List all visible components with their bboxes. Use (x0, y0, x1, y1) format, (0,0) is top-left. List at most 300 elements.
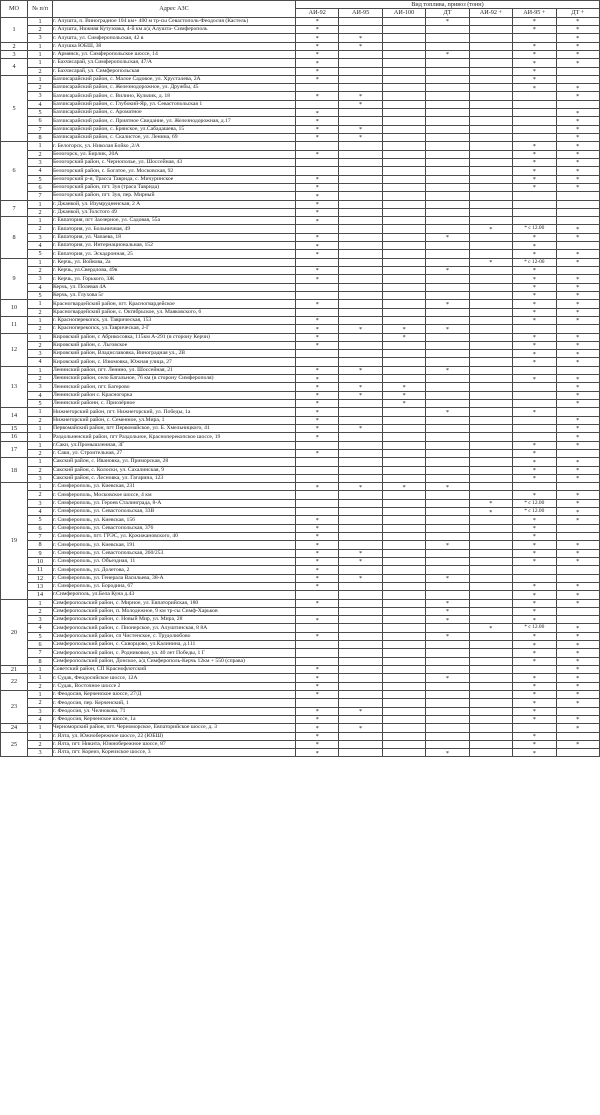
cell-fuel-ai95-plus (513, 566, 556, 574)
cell-address: г. Судак, Феодосийское шоссе, 12А (53, 674, 296, 682)
cell-fuel-ai95 (339, 50, 382, 58)
cell-number: 1 (28, 483, 53, 491)
cell-number: 4 (28, 167, 53, 175)
table-row (1, 732, 600, 740)
cell-address: г. Алушта, ул. Симферопольская, 42 в (53, 34, 296, 42)
cell-fuel-ai95 (339, 582, 382, 590)
cell-fuel-ai100 (382, 574, 425, 582)
cell-fuel-dt-plus: * (556, 724, 599, 732)
cell-fuel-dt-plus (556, 408, 599, 416)
cell-fuel-ai92-plus (469, 142, 512, 150)
cell-fuel-ai95 (339, 258, 382, 266)
cell-fuel-dt-plus (556, 749, 599, 757)
cell-fuel-ai100 (382, 192, 425, 200)
cell-fuel-dt-plus: * (556, 715, 599, 723)
cell-fuel-dt-plus: * (556, 433, 599, 441)
cell-fuel-ai95-plus: * (513, 350, 556, 358)
cell-fuel-dt-plus: * (556, 466, 599, 474)
cell-fuel-ai92-plus (469, 233, 512, 241)
cell-fuel-ai92: * (296, 366, 339, 374)
cell-fuel-dt-plus: * (556, 142, 599, 150)
cell-mo: 19 (1, 483, 28, 599)
cell-fuel-ai92: * (296, 333, 339, 341)
cell-fuel-ai92-plus (469, 175, 512, 183)
cell-address: Сакский район, с. Лесновка, ул. Гагарина, 123 (53, 474, 296, 482)
cell-mo: 20 (1, 599, 28, 666)
cell-address: г. Алушта, п. Виноградное 104 км+ 400 м тр-сы Севастополь-Феодосия (Кастель) (53, 17, 296, 25)
cell-number: 5 (28, 109, 53, 117)
cell-number: 14 (28, 591, 53, 599)
header-mo: МО (1, 1, 28, 18)
cell-fuel-ai92: * (296, 92, 339, 100)
cell-fuel-dt (426, 59, 469, 67)
cell-fuel-ai92 (296, 466, 339, 474)
cell-address: Красногвардейский район, пгт. Красногвардейское (53, 300, 296, 308)
cell-fuel-ai92-plus (469, 574, 512, 582)
cell-fuel-ai92-plus (469, 641, 512, 649)
cell-fuel-ai92: * (296, 134, 339, 142)
cell-fuel-dt (426, 582, 469, 590)
cell-number: 5 (28, 632, 53, 640)
cell-number: 3 (28, 158, 53, 166)
cell-number: 5 (28, 400, 53, 408)
cell-fuel-dt (426, 67, 469, 75)
header-fuel-group: Вид топлива, привоз (тонн) (296, 1, 600, 9)
cell-number: 1 (28, 599, 53, 607)
table-row (1, 682, 600, 690)
cell-number: 1 (28, 724, 53, 732)
cell-fuel-ai95: * (339, 574, 382, 582)
cell-fuel-ai92-plus (469, 375, 512, 383)
cell-fuel-ai92-plus (469, 125, 512, 133)
cell-fuel-ai92-plus (469, 150, 512, 158)
cell-fuel-ai92-plus (469, 732, 512, 740)
table-row (1, 34, 600, 42)
cell-fuel-ai95-plus (513, 433, 556, 441)
cell-fuel-ai95-plus: * (513, 233, 556, 241)
cell-fuel-ai95 (339, 474, 382, 482)
cell-fuel-ai92 (296, 84, 339, 92)
cell-fuel-ai100 (382, 125, 425, 133)
cell-fuel-dt-plus: * (556, 283, 599, 291)
cell-fuel-ai95-plus: * (513, 682, 556, 690)
table-row (1, 84, 600, 92)
table-row (1, 549, 600, 557)
cell-fuel-ai92: * (296, 707, 339, 715)
cell-address: Первомайский район, пгт Первомайское, ул. Б. Хмельницкого, 41 (53, 424, 296, 432)
cell-fuel-dt-plus: * (556, 682, 599, 690)
cell-number: 3 (28, 616, 53, 624)
table-row (1, 283, 600, 291)
cell-number: 3 (28, 275, 53, 283)
cell-number: 1 (28, 458, 53, 466)
cell-fuel-ai95-plus: * (513, 449, 556, 457)
cell-fuel-ai92 (296, 358, 339, 366)
cell-fuel-ai95-plus: * (513, 167, 556, 175)
cell-fuel-ai95 (339, 283, 382, 291)
cell-address: Раздольненский район, пгт Раздольное, Красноперекопское шоссе, 19 (53, 433, 296, 441)
cell-fuel-dt-plus: * (556, 250, 599, 258)
cell-fuel-ai100 (382, 624, 425, 632)
cell-fuel-dt: * (426, 599, 469, 607)
table-row (1, 433, 600, 441)
cell-fuel-ai95: * (339, 92, 382, 100)
cell-fuel-ai100 (382, 508, 425, 516)
cell-fuel-ai92: * (296, 233, 339, 241)
cell-number: 2 (28, 267, 53, 275)
cell-number: 6 (28, 641, 53, 649)
cell-fuel-ai95-plus (513, 109, 556, 117)
cell-fuel-dt-plus: * (556, 375, 599, 383)
cell-number: 1 (28, 674, 53, 682)
cell-number: 2 (28, 84, 53, 92)
cell-number: 4 (28, 391, 53, 399)
cell-address: Симферопольский район, Донское, а/д Симферополь-Керчь 12км + 550 (справа) (53, 657, 296, 665)
cell-fuel-ai92: * (296, 749, 339, 757)
cell-fuel-dt-plus: * (556, 441, 599, 449)
cell-fuel-dt-plus: * (556, 300, 599, 308)
table-row (1, 50, 600, 58)
table-row (1, 200, 600, 208)
cell-fuel-ai95-plus: * (513, 607, 556, 615)
cell-fuel-ai95 (339, 150, 382, 158)
cell-number: 1 (28, 75, 53, 83)
table-row (1, 599, 600, 607)
cell-fuel-ai100 (382, 674, 425, 682)
cell-mo: 5 (1, 75, 28, 142)
cell-address: г. Армянск, ул. Симферопольское шоссе, 14 (53, 50, 296, 58)
cell-fuel-ai95-plus (513, 125, 556, 133)
cell-fuel-ai95-plus: * (513, 341, 556, 349)
cell-fuel-ai95-plus: * (513, 616, 556, 624)
cell-fuel-dt (426, 549, 469, 557)
cell-fuel-dt-plus: * (556, 117, 599, 125)
cell-fuel-ai92: * (296, 242, 339, 250)
cell-fuel-ai95-plus: * (513, 308, 556, 316)
table-row (1, 167, 600, 175)
cell-fuel-dt-plus: * (556, 233, 599, 241)
cell-fuel-dt-plus: * (556, 674, 599, 682)
cell-fuel-ai92-plus (469, 134, 512, 142)
table-row (1, 17, 600, 25)
cell-fuel-ai95-plus (513, 666, 556, 674)
cell-fuel-dt (426, 391, 469, 399)
cell-fuel-ai92-plus (469, 740, 512, 748)
cell-number: 8 (28, 657, 53, 665)
cell-fuel-ai95: * (339, 34, 382, 42)
cell-fuel-ai92-plus (469, 383, 512, 391)
cell-address: Нижнегорский район, с. Семенное, ул.Мира, 1 (53, 416, 296, 424)
cell-fuel-ai95-plus: * (513, 557, 556, 565)
cell-fuel-ai100 (382, 25, 425, 33)
cell-fuel-ai92-plus (469, 117, 512, 125)
cell-fuel-ai92: * (296, 267, 339, 275)
cell-address: г. Джанкой, ул. Изумрудненская, 2 А (53, 200, 296, 208)
cell-address: г. Красноперекопск, ул. Таврическая, 153 (53, 316, 296, 324)
cell-fuel-ai92: * (296, 42, 339, 50)
cell-fuel-ai95 (339, 400, 382, 408)
cell-fuel-ai92-plus: * (469, 508, 512, 516)
cell-fuel-ai92: * (296, 250, 339, 258)
cell-number: 4 (28, 100, 53, 108)
cell-fuel-dt-plus: * (556, 150, 599, 158)
cell-fuel-dt-plus (556, 208, 599, 216)
cell-fuel-ai95 (339, 183, 382, 191)
cell-fuel-dt-plus: * (556, 42, 599, 50)
cell-fuel-ai92-plus (469, 84, 512, 92)
cell-fuel-ai95-plus: * (513, 75, 556, 83)
cell-fuel-ai100 (382, 291, 425, 299)
cell-address: Симферопольский район, с. Пионерское, ул. Алуштинская, 8 8А (53, 624, 296, 632)
cell-fuel-ai100: * (382, 391, 425, 399)
cell-fuel-ai92: * (296, 375, 339, 383)
cell-fuel-ai95 (339, 657, 382, 665)
cell-fuel-dt-plus: * (556, 291, 599, 299)
cell-fuel-dt-plus (556, 566, 599, 574)
cell-address: Бахчисарайский район, с. Глубокий-Яр, ул. Севастопольская 1 (53, 100, 296, 108)
cell-number: 2 (28, 466, 53, 474)
cell-fuel-ai95-plus (513, 34, 556, 42)
cell-number: 11 (28, 566, 53, 574)
cell-number: 8 (28, 134, 53, 142)
cell-number: 2 (28, 67, 53, 75)
cell-address: г. Судак, Восточное шоссе 2 (53, 682, 296, 690)
cell-fuel-dt-plus (556, 325, 599, 333)
cell-fuel-dt-plus: * (556, 458, 599, 466)
cell-fuel-ai95 (339, 225, 382, 233)
cell-fuel-ai95 (339, 491, 382, 499)
cell-number: 4 (28, 715, 53, 723)
cell-fuel-ai95 (339, 607, 382, 615)
cell-fuel-ai100 (382, 267, 425, 275)
cell-fuel-dt (426, 275, 469, 283)
cell-address: Кировский район, Владиславовка, Виноградная ул., 2В (53, 350, 296, 358)
table-row (1, 541, 600, 549)
cell-fuel-ai100 (382, 416, 425, 424)
cell-address: г. Симферополь, пгт. ГРЭС, ул. Кржижановского, 40 (53, 533, 296, 541)
cell-fuel-dt: * (426, 632, 469, 640)
cell-fuel-ai95 (339, 75, 382, 83)
cell-address: Белогорский район, пгт. Зуя (траса Таврида) (53, 183, 296, 191)
cell-fuel-ai100 (382, 300, 425, 308)
cell-fuel-ai92-plus (469, 649, 512, 657)
cell-fuel-ai92-plus (469, 333, 512, 341)
cell-fuel-ai95 (339, 67, 382, 75)
cell-fuel-ai95-plus (513, 325, 556, 333)
cell-number: 3 (28, 92, 53, 100)
cell-fuel-ai100 (382, 641, 425, 649)
cell-fuel-ai92-plus (469, 325, 512, 333)
cell-fuel-ai100 (382, 499, 425, 507)
cell-fuel-ai95: * (339, 100, 382, 108)
cell-mo: 1 (1, 17, 28, 42)
cell-number: 1 (28, 441, 53, 449)
cell-address: г. Алушта, Нижняя Кутузовка, 4-й км а/д Алушта- Симферополь (53, 25, 296, 33)
cell-address: Керчь, ул. Глухова 5г (53, 291, 296, 299)
cell-fuel-ai100 (382, 616, 425, 624)
cell-fuel-dt (426, 649, 469, 657)
cell-fuel-dt-plus: * (556, 175, 599, 183)
cell-fuel-ai92-plus (469, 242, 512, 250)
cell-fuel-ai92 (296, 291, 339, 299)
header-address: Адрес АЗС (53, 1, 296, 18)
cell-fuel-ai95-plus: * с 12-00 (513, 258, 556, 266)
table-row (1, 749, 600, 757)
cell-fuel-dt-plus: * (556, 582, 599, 590)
cell-address: г. Евпатория, ул. Больничная, 49 (53, 225, 296, 233)
cell-fuel-ai95 (339, 666, 382, 674)
table-row (1, 225, 600, 233)
cell-fuel-ai95 (339, 142, 382, 150)
cell-fuel-ai92-plus (469, 682, 512, 690)
cell-fuel-ai92-plus (469, 158, 512, 166)
cell-number: 2 (28, 341, 53, 349)
table-row (1, 267, 600, 275)
cell-address: Ленинский районн, с. Приозёрное (53, 400, 296, 408)
cell-number: 3 (28, 707, 53, 715)
cell-fuel-dt (426, 208, 469, 216)
cell-address: Бахчисарайский район, с. Вилино, Кульчик, д. 18 (53, 92, 296, 100)
cell-fuel-ai92: * (296, 125, 339, 133)
cell-fuel-ai92: * (296, 740, 339, 748)
table-row (1, 25, 600, 33)
cell-fuel-ai92-plus (469, 533, 512, 541)
cell-fuel-dt-plus (556, 732, 599, 740)
cell-fuel-dt (426, 508, 469, 516)
cell-fuel-ai92-plus (469, 50, 512, 58)
cell-fuel-ai100 (382, 524, 425, 532)
cell-fuel-ai95 (339, 408, 382, 416)
cell-address: Сакский район, с. Колоски, ул. Сахалинская, 9 (53, 466, 296, 474)
cell-fuel-ai92: * (296, 316, 339, 324)
cell-fuel-ai95-plus (513, 208, 556, 216)
cell-fuel-ai92: * (296, 325, 339, 333)
cell-fuel-ai100 (382, 549, 425, 557)
cell-fuel-dt (426, 109, 469, 117)
cell-fuel-ai92 (296, 699, 339, 707)
cell-fuel-dt-plus: * (556, 134, 599, 142)
table-row (1, 466, 600, 474)
cell-number: 2 (28, 740, 53, 748)
cell-address: Красногвардейский район, с. Октябрьское, ул. Маяковского, 6 (53, 308, 296, 316)
cell-number: 7 (28, 192, 53, 200)
cell-fuel-ai92 (296, 491, 339, 499)
cell-fuel-ai100 (382, 67, 425, 75)
cell-address: г. Евпатория, ул. Интернациональная, 152 (53, 242, 296, 250)
cell-fuel-ai92: * (296, 516, 339, 524)
cell-fuel-ai95: * (339, 724, 382, 732)
table-row (1, 67, 600, 75)
cell-mo: 15 (1, 424, 28, 432)
cell-fuel-ai92-plus (469, 607, 512, 615)
cell-fuel-ai95-plus: * (513, 524, 556, 532)
cell-fuel-ai92: * (296, 715, 339, 723)
cell-fuel-ai95-plus: * (513, 474, 556, 482)
cell-fuel-ai92-plus (469, 516, 512, 524)
cell-address: г. Симферополь, ул. Киевская, 231 (53, 483, 296, 491)
cell-fuel-ai95-plus: * (513, 541, 556, 549)
cell-fuel-ai92-plus: * (469, 499, 512, 507)
cell-fuel-ai95: * (339, 707, 382, 715)
cell-fuel-ai95: * (339, 424, 382, 432)
cell-number: 3 (28, 233, 53, 241)
table-row (1, 666, 600, 674)
cell-fuel-ai100 (382, 217, 425, 225)
cell-fuel-dt-plus: * (556, 183, 599, 191)
cell-fuel-ai95-plus: * (513, 50, 556, 58)
cell-fuel-ai100 (382, 424, 425, 432)
cell-fuel-ai95 (339, 250, 382, 258)
table-row (1, 75, 600, 83)
cell-fuel-ai92: * (296, 383, 339, 391)
cell-address: г. Ялта, пгт. Никита, Южнобережное шоссе, 87 (53, 740, 296, 748)
cell-fuel-dt (426, 499, 469, 507)
cell-fuel-ai100 (382, 533, 425, 541)
cell-address: г. Симферополь, ул. Севастопольская, 33В (53, 508, 296, 516)
cell-fuel-ai95 (339, 375, 382, 383)
table-row (1, 208, 600, 216)
cell-fuel-dt-plus: * (556, 541, 599, 549)
cell-fuel-dt-plus: * (556, 400, 599, 408)
cell-fuel-ai100 (382, 749, 425, 757)
cell-fuel-ai92 (296, 258, 339, 266)
cell-address: г. Симферополь, ул. Бородина, 67 (53, 582, 296, 590)
cell-address: г. Симферополь, ул. Киевская, 156 (53, 516, 296, 524)
table-row (1, 715, 600, 723)
cell-fuel-ai92 (296, 591, 339, 599)
cell-fuel-dt-plus (556, 574, 599, 582)
cell-fuel-ai95 (339, 416, 382, 424)
cell-fuel-ai92-plus (469, 699, 512, 707)
cell-fuel-ai95: * (339, 125, 382, 133)
cell-address: г. Бахчисарай, ул. Симферопольская (53, 67, 296, 75)
cell-fuel-ai100: * (382, 325, 425, 333)
cell-fuel-ai95 (339, 499, 382, 507)
cell-fuel-dt-plus (556, 483, 599, 491)
cell-fuel-ai95 (339, 524, 382, 532)
cell-fuel-ai92 (296, 441, 339, 449)
table-row (1, 358, 600, 366)
cell-fuel-ai92-plus (469, 308, 512, 316)
cell-fuel-dt-plus (556, 524, 599, 532)
cell-fuel-ai100 (382, 657, 425, 665)
header-fuel-ai100: АИ-100 (382, 9, 425, 17)
cell-number: 6 (28, 117, 53, 125)
cell-fuel-ai92-plus (469, 566, 512, 574)
cell-fuel-dt (426, 416, 469, 424)
table-row (1, 192, 600, 200)
table-row (1, 582, 600, 590)
cell-fuel-ai95-plus (513, 416, 556, 424)
cell-fuel-ai92-plus (469, 217, 512, 225)
cell-fuel-ai95-plus: * (513, 458, 556, 466)
cell-fuel-ai95-plus: * (513, 599, 556, 607)
cell-number: 2 (28, 150, 53, 158)
cell-fuel-ai95-plus: * (513, 690, 556, 698)
cell-fuel-ai92 (296, 508, 339, 516)
cell-fuel-ai95: * (339, 391, 382, 399)
cell-fuel-dt (426, 42, 469, 50)
cell-fuel-ai92-plus (469, 100, 512, 108)
cell-fuel-ai92: * (296, 424, 339, 432)
cell-fuel-ai100 (382, 682, 425, 690)
cell-fuel-ai95-plus: * (513, 183, 556, 191)
cell-fuel-dt-plus: * (556, 416, 599, 424)
cell-fuel-ai92-plus (469, 183, 512, 191)
cell-number: 1 (28, 200, 53, 208)
cell-address: Симферопольский район, п. Молодежное, 9 км тр-сы Симф-Харьков (53, 607, 296, 615)
table-row (1, 316, 600, 324)
